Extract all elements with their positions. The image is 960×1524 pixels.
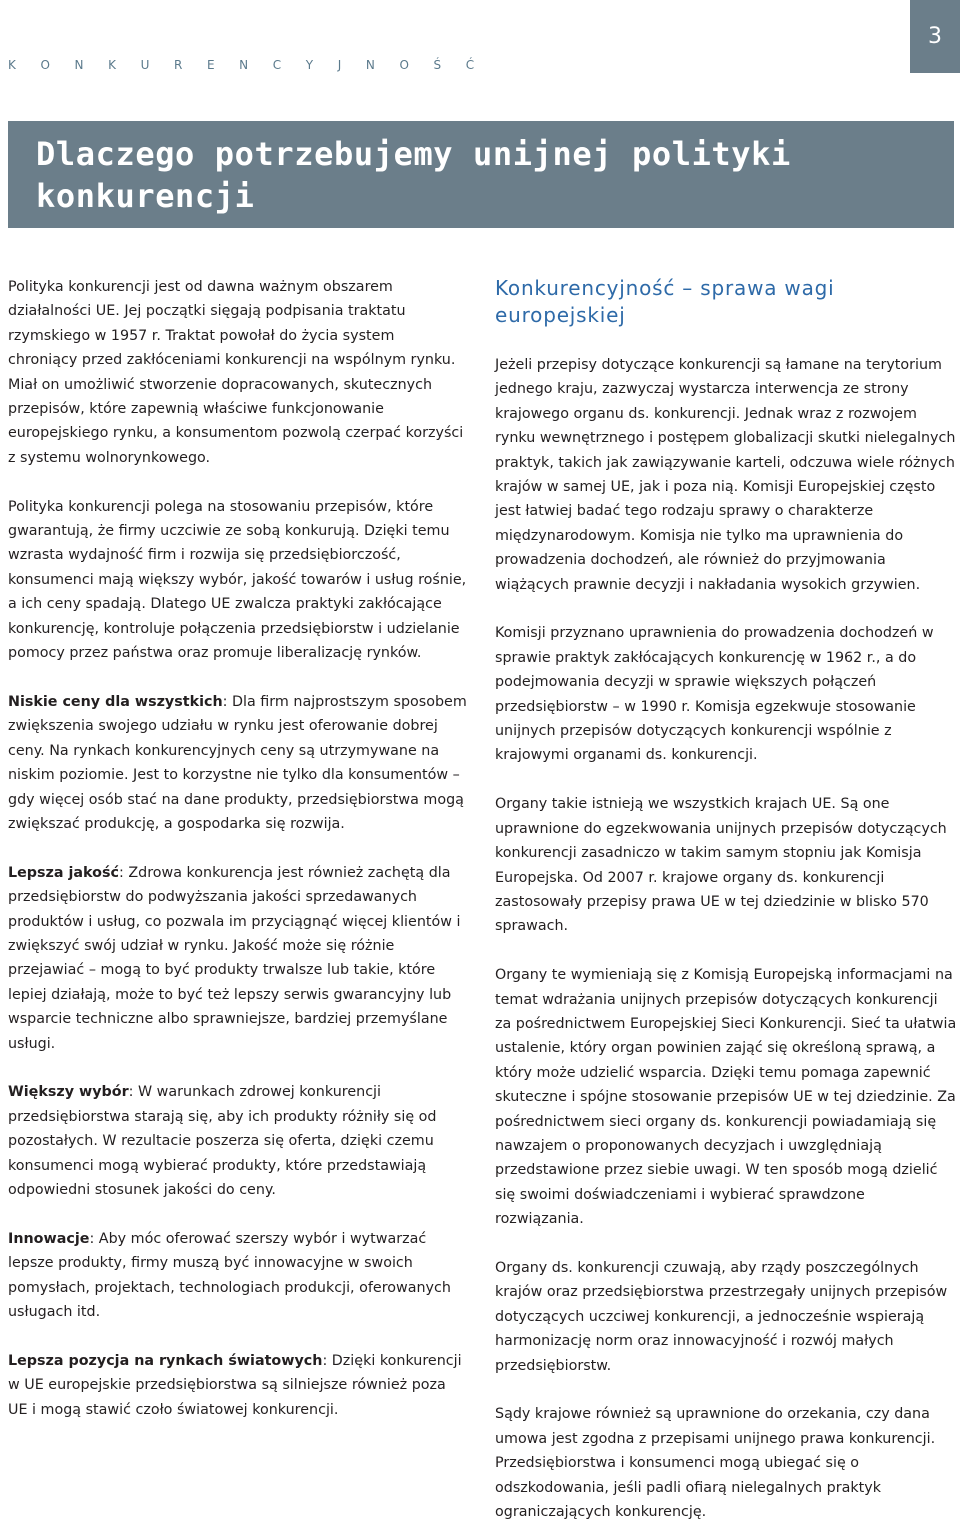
benefit-quality xyxy=(8,861,468,1056)
benefit-low-prices xyxy=(8,690,468,836)
benefit-choice xyxy=(8,1080,468,1202)
section-heading: Konkurencyjność – sprawa wagi europejskiej xyxy=(495,276,835,327)
page-title: Dlaczego potrzebujemy unijnej polityki konkurencji xyxy=(36,135,791,215)
benefit-global-position xyxy=(8,1349,468,1422)
benefit-term: Niskie ceny dla wszystkich xyxy=(8,693,223,710)
body-paragraph: Komisji przyznano uprawnienia do prowadzenia dochodzeń w sprawie praktyk zakłócających konkurencję w 1962 r., a do podejmowania decyzji w sprawie większych połączeń przedsiębiorstw – w 1990 r. Komisja egzekwuje stosowanie unijnych przepisów dotyczących konkurencji wspólnie z krajowymi organami ds. konkurencji. xyxy=(495,625,934,764)
body-paragraph: Organy takie istnieją we wszystkich krajach UE. Są one uprawnione do egzekwowania unijnych przepisów dotyczących konkurencji zasadniczo w takim samym stopniu jak Komisja Europejska. Od 2007 r. krajowe organy ds. konkurencji zastosowały przepisy prawa UE w tej dziedzinie w blisko 570 sprawach. xyxy=(495,796,947,935)
benefit-term: Lepsza pozycja na rynkach światowych xyxy=(8,1352,323,1369)
running-header: K O N K U R E N C Y J N O Ś Ć xyxy=(8,58,485,72)
body-paragraph: Organy ds. konkurencji czuwają, aby rządy poszczególnych krajów oraz przedsiębiorstwa przestrzegały unijnych przepisów dotyczących uczciwej konkurencji, a jednocześnie wspierają harmonizację norm oraz innowacyjność i rozwój małych przedsiębiorstw. xyxy=(495,1259,948,1374)
title-band xyxy=(8,121,954,228)
body-paragraph: Jeżeli przepisy dotyczące konkurencji są łamane na terytorium jednego kraju, zazwyczaj wystarcza interwencja ze strony krajowego organu ds. konkurencji. Jednak wraz z rozwojem rynku wewnętrznego i postępem globalizacji skutki nielegalnych praktyk, takich jak zawiązywanie karteli, odczuwa wiele różnych krajów w samej UE, jak i poza nią. Komisji Europejskiej często jest łatwiej badać tego rodzaju sprawy o charakterze międzynarodowym. Komisja nie tylko ma uprawnienia do prowadzenia dochodzeń, ale również do przyjmowania wiążących prawnie decyzji i nakładania wysokich grzywien. xyxy=(495,357,956,593)
benefit-text: : Aby móc oferować szerszy wybór i wytwarzać lepsze produkty, firmy muszą być innowacyjne w swoich pomysłach, projektach, technologiach produkcji, oferowanych usługach itd. xyxy=(8,1230,451,1320)
intro-paragraph: Polityka konkurencji jest od dawna ważnym obszarem działalności UE. Jej początki sięgają podpisania traktatu rzymskiego w 1957 r. Traktat powołał do życia system chroniący przed zakłóceniami konkurencji na wspólnym rynku. Miał on umożliwić stworzenie dopracowanych, skutecznych przepisów, które zapewnią właściwe funkcjonowanie europejskiego rynku, a konsumentom pozwolą czerpać korzyści z systemu wolnorynkowego. xyxy=(8,279,464,466)
benefit-term: Innowacje xyxy=(8,1230,90,1247)
body-paragraph: Organy te wymieniają się z Komisją Europejską informacjami na temat wdrażania unijnych przepisów dotyczących konkurencji za pośrednictwem Europejskiej Sieci Konkurencji. Sieć ta ułatwia ustalenie, który organ powinien zająć się określoną sprawą, a który może udzielić wsparcia. Dzięki temu pomaga zapewnić skuteczne i spójne stosowanie przepisów UE w tej dziedzinie. Za pośrednictwem sieci organy ds. konkurencji powiadamiają się nawzajem o proponowanych decyzjach i uwzględniają przedstawione przez siebie uwagi. W ten sposób mogą dzielić się swoimi doświadczeniami i wybierać sprawdzone rozwiązania. xyxy=(495,967,957,1228)
benefit-text: : Zdrowa konkurencja jest również zachętą dla przedsiębiorstw do podwyższania jakości sprzedawanych produktów i usług, co pozwala im przyciągnąć więcej klientów i zwiększyć swój udział w rynku. Jakość może się różnie przejawiać – mogą to być produkty trwalsze lub takie, które lepiej działają, może to być też lepszy serwis gwarancyjny lub wsparcie techniczne albo sprawniejsze, bardziej przemyślane usługi. xyxy=(8,864,461,1052)
benefit-term: Lepsza jakość xyxy=(8,864,119,881)
benefit-text: : Dzięki konkurencji w UE europejskie przedsiębiorstwa są silniejsze również poza UE i mogą stawić czoło światowej konkurencji. xyxy=(8,1352,462,1418)
benefit-text: : W warunkach zdrowej konkurencji przedsiębiorstwa starają się, aby ich produkty różniły się od pozostałych. W rezultacie poszerza się oferta, dzięki czemu konsumenci mogą wybierać produkty, które przedstawiają odpowiedni stosunek jakości do ceny. xyxy=(8,1084,437,1198)
benefit-term: Większy wybór xyxy=(8,1084,129,1101)
page-number: 3 xyxy=(910,0,960,73)
benefit-text: : Dla firm najprostszym sposobem zwiększenia swojego udziału w rynku jest oferowanie dobrej ceny. Na rynkach konkurencyjnych ceny są utrzymywane na niskim poziomie. Jest to korzystne nie tylko dla konsumentów – gdy więcej osób stać na dane produkty, przedsiębiorstwa mogą zwiększać produkcję, a gospodarka się rozwija. xyxy=(8,693,467,832)
body-paragraph: Sądy krajowe również są uprawnione do orzekania, czy dana umowa jest zgodna z przepisami unijnego prawa konkurencji. Przedsiębiorstwa i konsumenci mogą ubiegać się o odszkodowania, jeśli padli ofiarą nielegalnych praktyk ograniczających konkurencję. xyxy=(495,1406,936,1521)
policy-paragraph: Polityka konkurencji polega na stosowaniu przepisów, które gwarantują, że firmy uczciwie ze sobą konkurują. Dzięki temu wzrasta wydajność firm i rozwija się przedsiębiorczość, konsumenci mają większy wybór, jakość towarów i usług rośnie, a ich ceny spadają. Dlatego UE zwalcza praktyki zakłócające konkurencję, kontroluje połączenia przedsiębiorstw i udzielanie pomocy przez państwa oraz promuje liberalizację rynków. xyxy=(8,498,467,662)
benefit-innovation xyxy=(8,1227,468,1325)
left-column xyxy=(8,275,468,1422)
right-column xyxy=(495,275,957,1524)
